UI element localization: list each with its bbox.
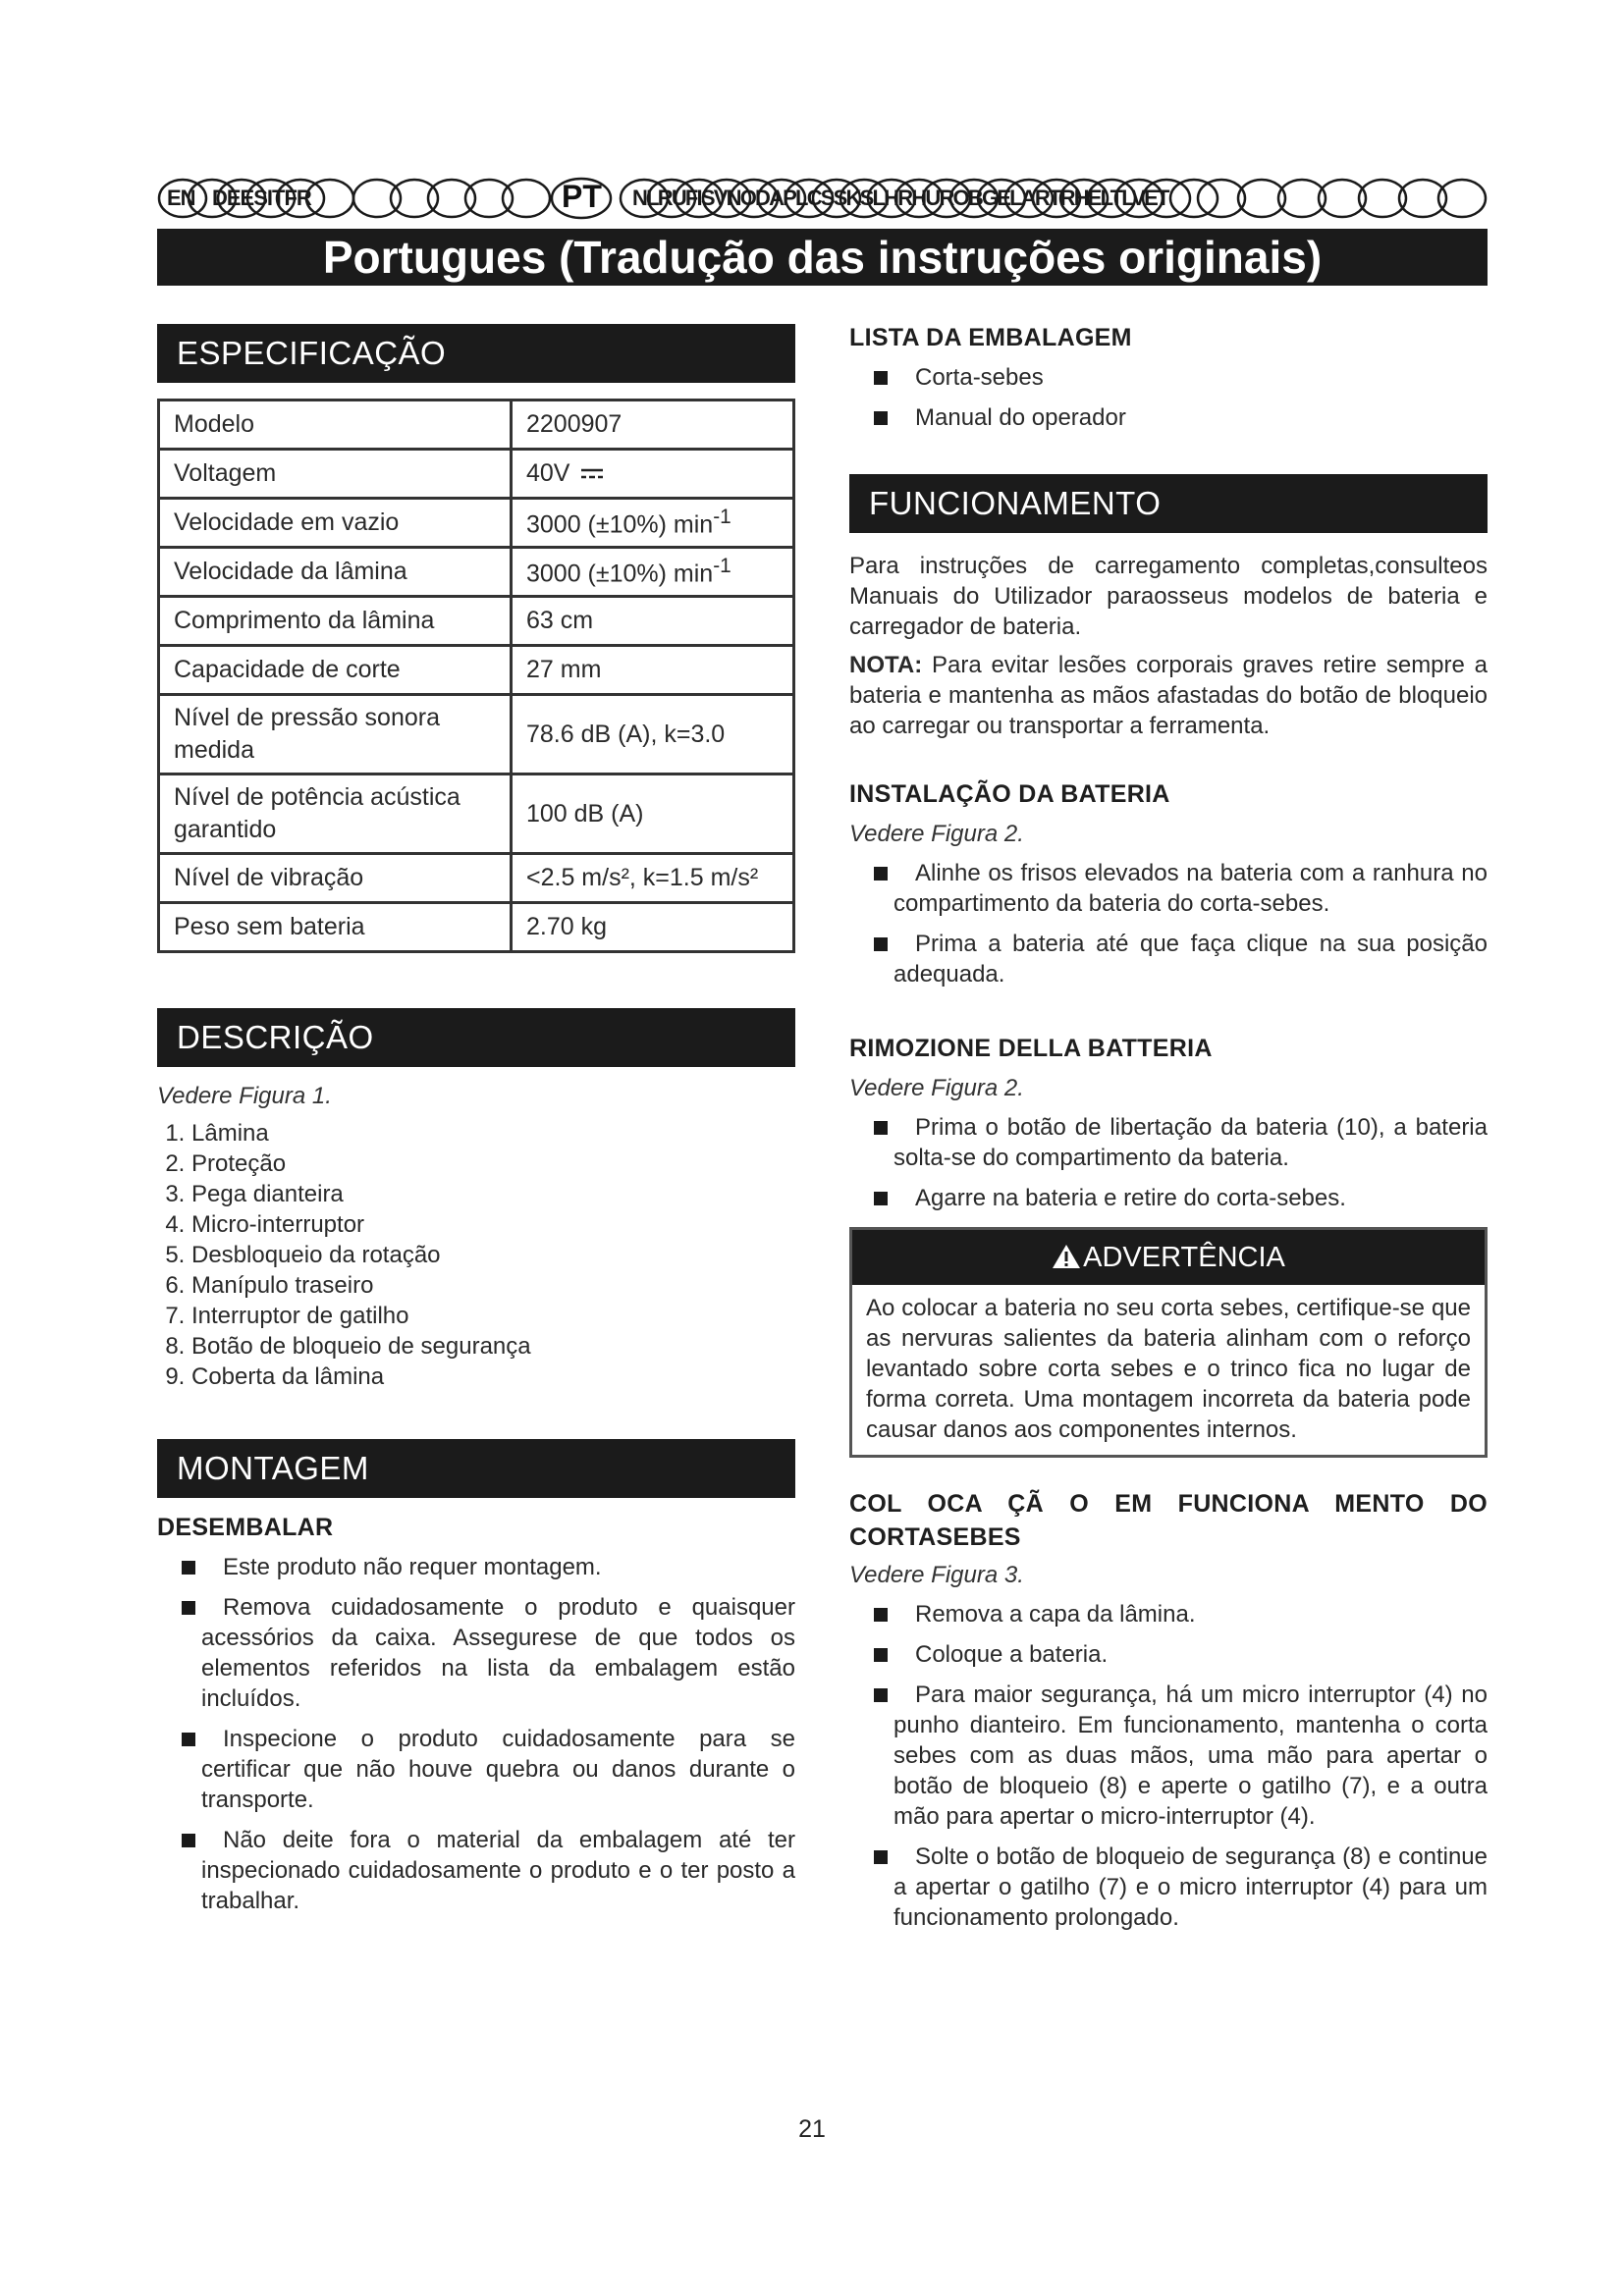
square-bullet-icon bbox=[874, 1608, 888, 1622]
square-bullet-icon bbox=[874, 371, 888, 385]
list-item: 9. Coberta da lâmina bbox=[191, 1362, 795, 1392]
list-item-text: Remova cuidadosamente o produto e quaisquer acessórios da caixa. Assegurese de que todos os elementos referidos na lista da embalagem estão incluídos. bbox=[201, 1594, 795, 1712]
square-bullet-icon bbox=[874, 1121, 888, 1135]
lang-tabs-right-group[interactable]: NLRUFISVNODAPLCSSKSLHRHUROBGELARTRHELTLVET bbox=[632, 186, 1168, 210]
list-item: 6. Manípulo traseiro bbox=[191, 1270, 795, 1301]
spec-key: Nível de potência acústica garantido bbox=[159, 774, 512, 854]
list-item bbox=[849, 1599, 1488, 1629]
warning-box bbox=[849, 1227, 1488, 1458]
list-item: 4. Micro-interruptor bbox=[191, 1209, 795, 1240]
list-item-text: Corta-sebes bbox=[915, 364, 1044, 391]
rimozione-list bbox=[849, 1112, 1488, 1213]
spec-row bbox=[159, 774, 794, 854]
warning-text: Ao colocar a bateria no seu corta sebes, certifique-se que as nervuras salientes da bateria alinham com o reforço levantado sobre corta sebes e o trinco fica no lugar de forma correta. Uma montagem incorreta da bateria pode causar danos aos componentes internos. bbox=[866, 1295, 1471, 1443]
list-item: 5. Desbloqueio da rotação bbox=[191, 1240, 795, 1270]
square-bullet-icon bbox=[874, 1850, 888, 1864]
spec-key: Capacidade de corte bbox=[159, 646, 512, 695]
list-item: 1. Lâmina bbox=[191, 1118, 795, 1148]
spec-key: Nível de vibração bbox=[159, 854, 512, 903]
spec-key: Velocidade da lâmina bbox=[159, 548, 512, 597]
list-item bbox=[849, 362, 1488, 393]
list-item bbox=[849, 1639, 1488, 1670]
lang-tab-en[interactable]: EN bbox=[167, 186, 195, 210]
list-item-text: Manual do operador bbox=[915, 404, 1126, 431]
nota-text: Para evitar lesões corporais graves retire sempre a bateria e mantenha as mãos afastadas do botão de bloqueio ao carregar ou transportar a ferramenta. bbox=[849, 652, 1488, 739]
square-bullet-icon bbox=[874, 1648, 888, 1662]
lang-tabs-left-group[interactable]: DEESITFR bbox=[212, 186, 311, 210]
spec-value: 2.70 kg bbox=[512, 903, 794, 952]
spec-value bbox=[512, 548, 794, 597]
spec-key: Voltagem bbox=[159, 450, 512, 499]
spec-value: 27 mm bbox=[512, 646, 794, 695]
spec-row bbox=[159, 450, 794, 499]
square-bullet-icon bbox=[182, 1561, 195, 1575]
page-number: 21 bbox=[798, 2115, 826, 2143]
spec-row bbox=[159, 499, 794, 548]
spec-value: 100 dB (A) bbox=[512, 774, 794, 854]
spec-row bbox=[159, 548, 794, 597]
spec-value: <2.5 m/s², k=1.5 m/s² bbox=[512, 854, 794, 903]
list-item-text: Para maior segurança, há um micro interruptor (4) no punho dianteiro. Em funcionamento, mantenha o corta sebes com as duas mãos, uma mão para apertar o botão de bloqueio (8) e aperte o gatilho (7), e a outra mão para apertar o micro-interruptor (4). bbox=[893, 1682, 1488, 1830]
list-item: 8. Botão de bloqueio de segurança bbox=[191, 1331, 795, 1362]
list-item-text: Coloque a bateria. bbox=[915, 1641, 1109, 1668]
list-item bbox=[157, 1724, 795, 1815]
list-item: 2. Proteção bbox=[191, 1148, 795, 1179]
list-item bbox=[849, 402, 1488, 433]
spec-row bbox=[159, 400, 794, 450]
spec-heading: ESPECIFICAÇÃO bbox=[157, 324, 795, 383]
spec-value bbox=[512, 499, 794, 548]
spec-table bbox=[157, 399, 795, 953]
spec-row bbox=[159, 854, 794, 903]
montagem-heading: MONTAGEM bbox=[157, 1439, 795, 1498]
square-bullet-icon bbox=[874, 411, 888, 425]
descricao-heading: DESCRIÇÃO bbox=[157, 1008, 795, 1067]
list-item-text: Não deite fora o material da embalagem até ter inspecionado cuidadosamente o produto e o ter posto a trabalhar. bbox=[201, 1827, 795, 1914]
spec-key: Comprimento da lâmina bbox=[159, 597, 512, 646]
square-bullet-icon bbox=[874, 1688, 888, 1702]
warning-triangle-icon bbox=[1052, 1244, 1081, 1269]
colocacao-heading: COL OCA ÇÃ O EM FUNCIONA MENTO DO CORTASEBES bbox=[849, 1490, 1488, 1551]
spec-key: Nível de pressão sonora medida bbox=[159, 695, 512, 774]
instalacao-list bbox=[849, 858, 1488, 989]
list-item bbox=[157, 1552, 795, 1582]
list-item-text: Solte o botão de bloqueio de segurança (8) e continue a apertar o gatilho (7) e o micro interruptor (4) para um funcionamento prolongado. bbox=[893, 1843, 1488, 1931]
right-column bbox=[849, 324, 1488, 1933]
warning-header bbox=[852, 1230, 1485, 1285]
left-column bbox=[157, 324, 795, 1916]
list-item: 3. Pega dianteira bbox=[191, 1179, 795, 1209]
list-item bbox=[849, 858, 1488, 919]
funcionamento-intro: Para instruções de carregamento completas,consulteos Manuais do Utilizador paraosseus modelos de bateria e carregador de bateria. bbox=[849, 553, 1488, 640]
warning-title: ADVERTÊNCIA bbox=[1083, 1242, 1285, 1273]
language-tabs bbox=[157, 177, 1488, 220]
list-item bbox=[849, 1112, 1488, 1173]
spec-key: Peso sem bateria bbox=[159, 903, 512, 952]
funcionamento-heading: FUNCIONAMENTO bbox=[849, 474, 1488, 533]
rimozione-figure-ref: Vedere Figura 2. bbox=[849, 1075, 1024, 1101]
spec-value-text: 3000 (±10%) min bbox=[526, 560, 714, 588]
square-bullet-icon bbox=[874, 867, 888, 881]
desembalar-list bbox=[157, 1552, 795, 1916]
lista-heading: LISTA DA EMBALAGEM bbox=[849, 324, 1132, 351]
spec-value-voltage bbox=[512, 450, 794, 499]
dc-symbol-icon bbox=[580, 467, 604, 481]
list-item bbox=[849, 1842, 1488, 1933]
page-title: Portugues (Tradução das instruções originais) bbox=[157, 229, 1488, 286]
colocacao-figure-ref: Vedere Figura 3. bbox=[849, 1562, 1024, 1588]
spec-key: Modelo bbox=[159, 400, 512, 450]
parts-list bbox=[157, 1118, 795, 1392]
list-item-text: Prima a bateria até que faça clique na sua posição adequada. bbox=[893, 931, 1488, 988]
square-bullet-icon bbox=[874, 937, 888, 951]
list-item-text: Remova a capa da lâmina. bbox=[915, 1601, 1196, 1628]
square-bullet-icon bbox=[182, 1601, 195, 1615]
square-bullet-icon bbox=[182, 1834, 195, 1847]
spec-value-sup: -1 bbox=[713, 555, 731, 578]
nota-paragraph bbox=[849, 650, 1488, 741]
lang-tab-pt-active[interactable]: PT bbox=[562, 179, 602, 214]
spec-key: Velocidade em vazio bbox=[159, 499, 512, 548]
list-item bbox=[849, 1183, 1488, 1213]
voltage-value: 40V bbox=[526, 459, 570, 487]
descricao-figure-ref: Vedere Figura 1. bbox=[157, 1083, 332, 1109]
list-item: 7. Interruptor de gatilho bbox=[191, 1301, 795, 1331]
spec-value-text: 3000 (±10%) min bbox=[526, 510, 714, 539]
list-item-text: Inspecione o produto cuidadosamente para se certificar que não houve quebra ou danos durante o transporte. bbox=[201, 1726, 795, 1813]
spec-value: 78.6 dB (A), k=3.0 bbox=[512, 695, 794, 774]
spec-row bbox=[159, 903, 794, 952]
lista-list bbox=[849, 362, 1488, 433]
list-item-text: Alinhe os frisos elevados na bateria com a ranhura no compartimento da bateria do corta-sebes. bbox=[893, 860, 1488, 917]
list-item-text: Prima o botão de libertação da bateria (10), a bateria solta-se do compartimento da bateria. bbox=[893, 1114, 1488, 1171]
list-item bbox=[157, 1592, 795, 1714]
spec-value: 2200907 bbox=[512, 400, 794, 450]
spec-row bbox=[159, 646, 794, 695]
list-item bbox=[157, 1825, 795, 1916]
colocacao-list bbox=[849, 1599, 1488, 1933]
nota-label: NOTA: bbox=[849, 652, 923, 678]
spec-value-sup: -1 bbox=[713, 506, 731, 529]
spec-row bbox=[159, 695, 794, 774]
square-bullet-icon bbox=[874, 1192, 888, 1205]
list-item-text: Este produto não requer montagem. bbox=[223, 1554, 602, 1580]
spec-row bbox=[159, 597, 794, 646]
desembalar-heading: DESEMBALAR bbox=[157, 1514, 334, 1541]
spec-value: 63 cm bbox=[512, 597, 794, 646]
rimozione-heading: RIMOZIONE DELLA BATTERIA bbox=[849, 1035, 1213, 1062]
instalacao-heading: INSTALAÇÃO DA BATERIA bbox=[849, 780, 1170, 808]
list-item bbox=[849, 929, 1488, 989]
instalacao-figure-ref: Vedere Figura 2. bbox=[849, 821, 1024, 847]
list-item-text: Agarre na bateria e retire do corta-sebes. bbox=[915, 1185, 1346, 1211]
square-bullet-icon bbox=[182, 1733, 195, 1746]
list-item bbox=[849, 1680, 1488, 1832]
